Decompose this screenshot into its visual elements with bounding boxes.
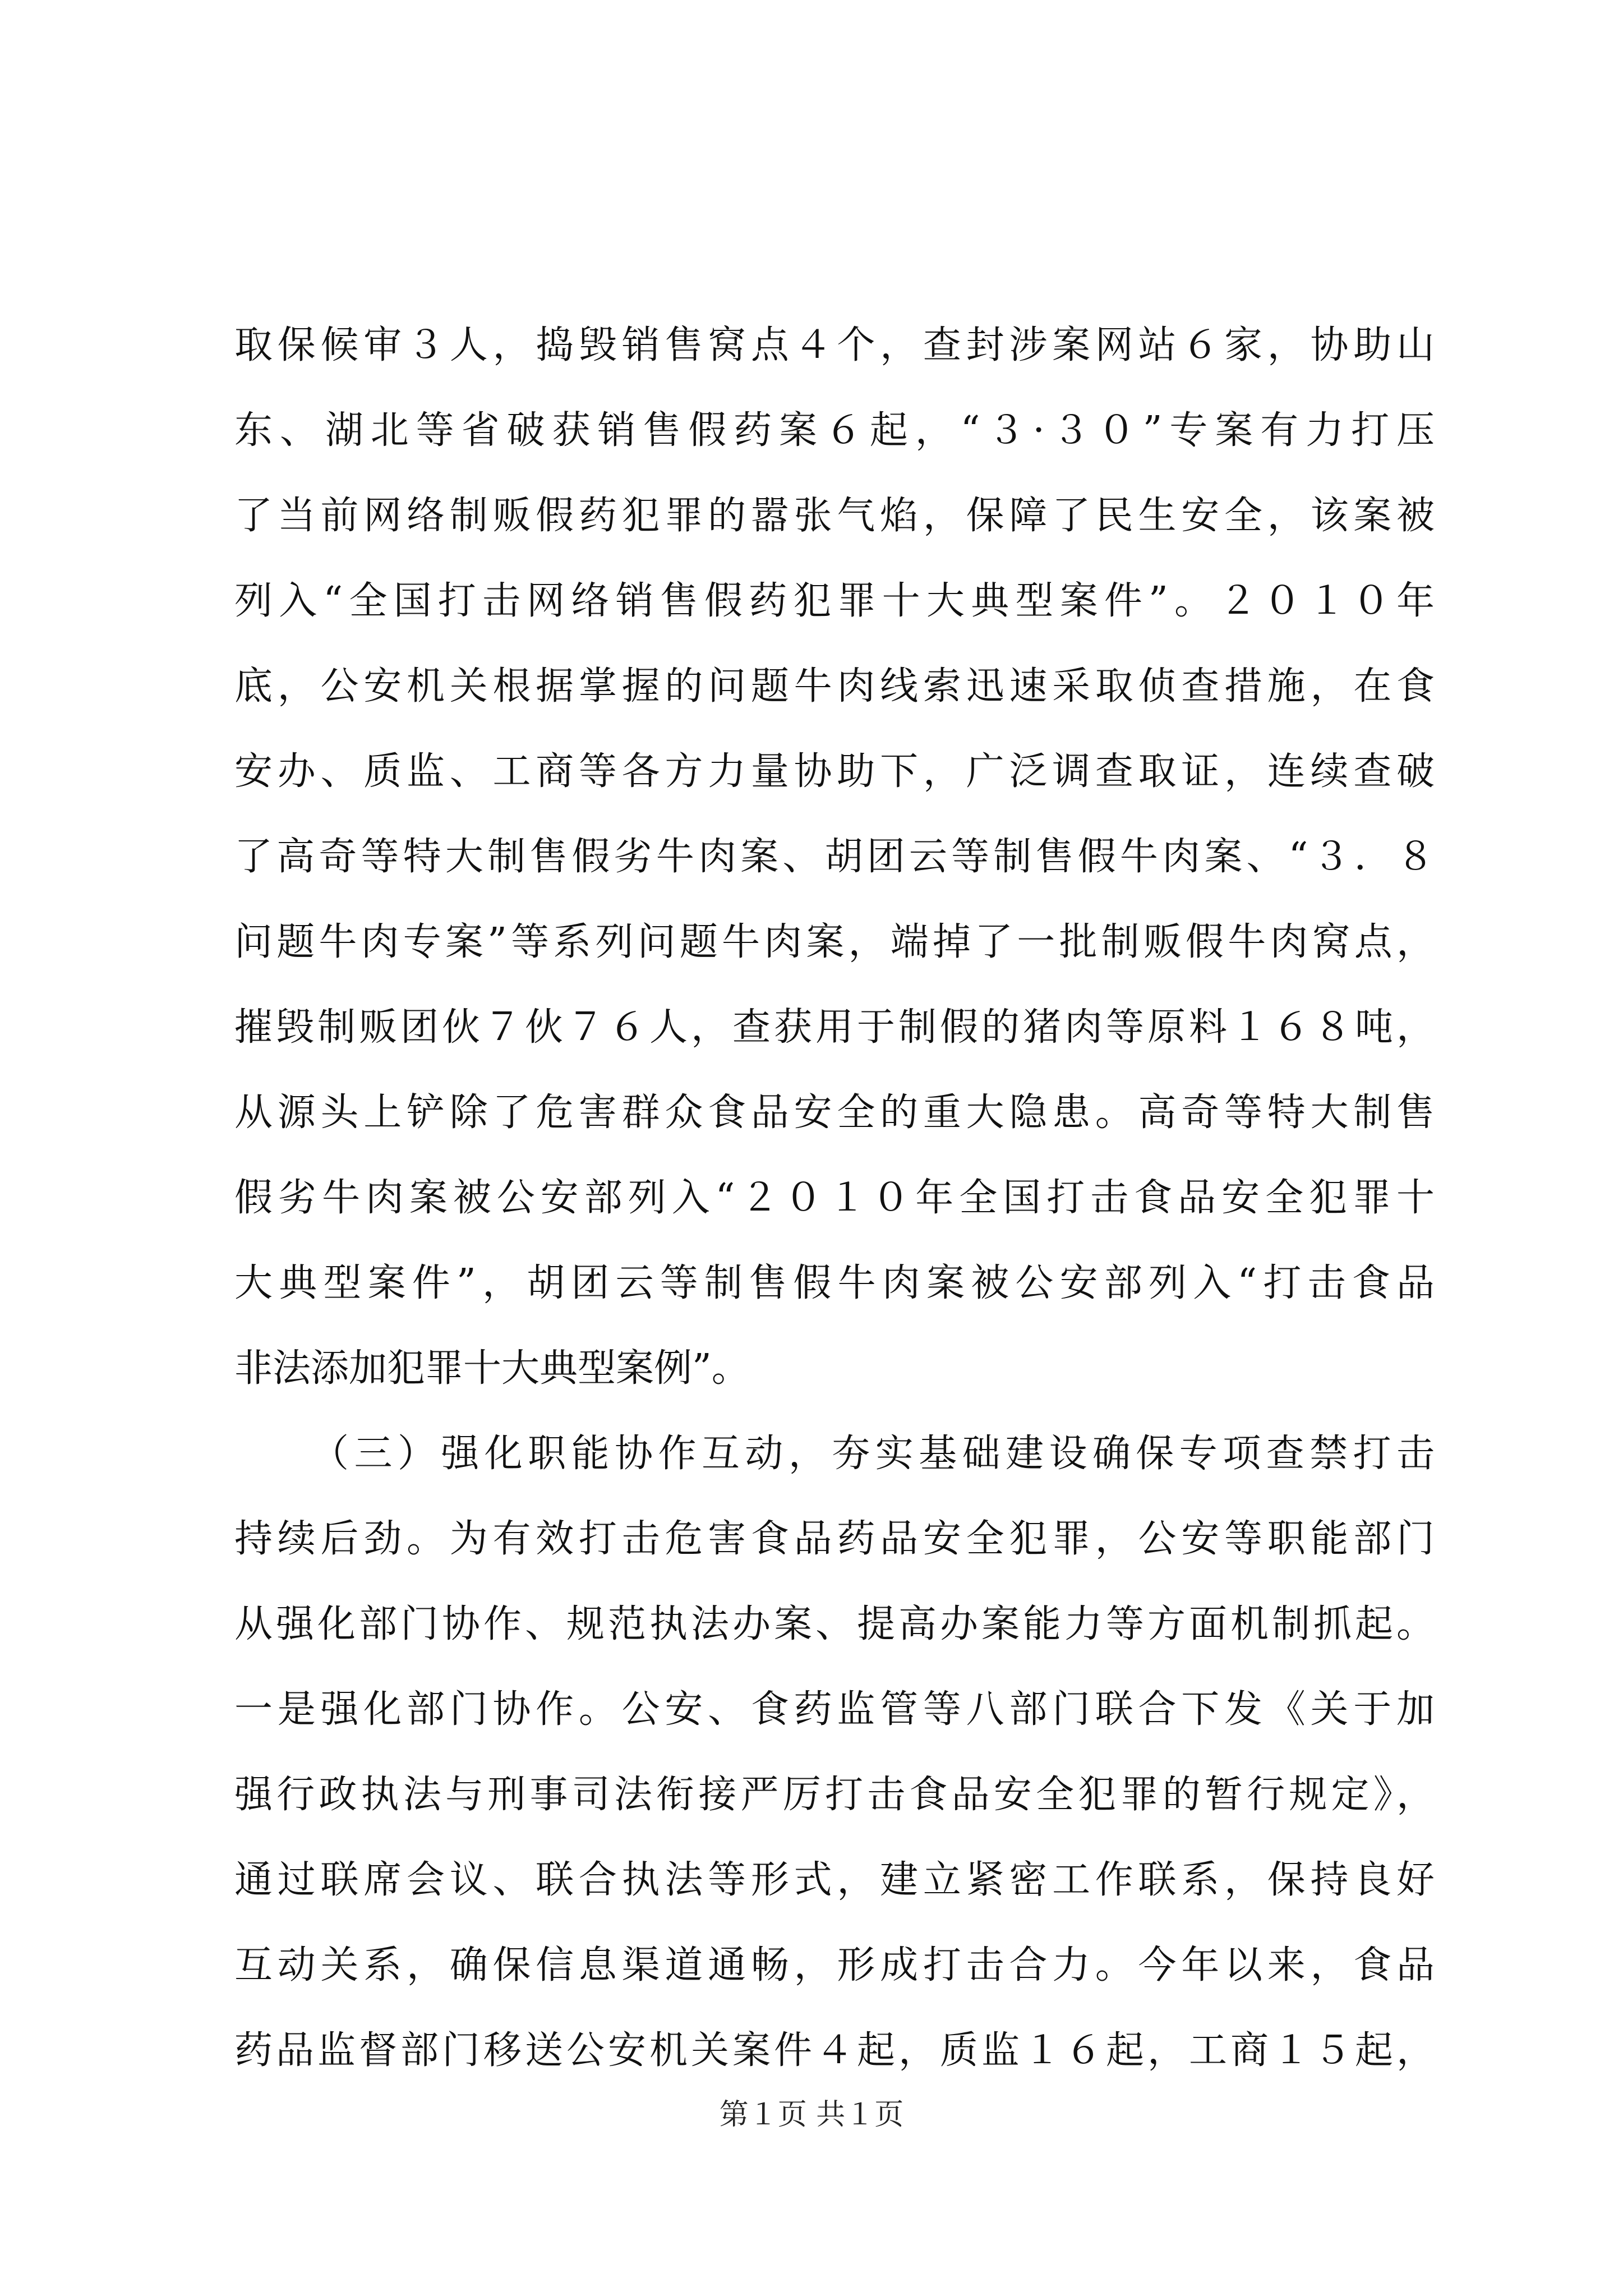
page-number-label: 第１页 共１页 bbox=[719, 2098, 904, 2132]
text-line-5: 底，公安机关根据掌握的问题牛肉线索迅速采取侦查措施，在食 bbox=[234, 664, 1435, 708]
text-line-12: 大典型案件”，胡团云等制售假牛肉案被公安部列入“打击食品 bbox=[234, 1261, 1435, 1305]
text-line-6: 安办、质监、工商等各方力量协助下，广泛调查取证，连续查破 bbox=[234, 749, 1435, 794]
text-line-7: 了高奇等特大制售假劣牛肉案、胡团云等制售假牛肉案、“３．８ bbox=[234, 835, 1435, 879]
text-line-15: 持续后劲。为有效打击危害食品药品安全犯罪，公安等职能部门 bbox=[234, 1517, 1435, 1561]
text-line-19: 通过联席会议、联合执法等形式，建立紧密工作联系，保持良好 bbox=[234, 1858, 1435, 1902]
text-line-16: 从强化部门协作、规范执法办案、提高办案能力等方面机制抓起。 bbox=[234, 1602, 1435, 1646]
text-line-18: 强行政执法与刑事司法衔接严厉打击食品安全犯罪的暂行规定》， bbox=[234, 1773, 1435, 1817]
text-line-2: 东、湖北等省破获销售假药案６起，“３·３０”专案有力打压 bbox=[234, 408, 1435, 453]
text-line-4: 列入“全国打击网络销售假药犯罪十大典型案件”。２０１０年 bbox=[234, 579, 1435, 623]
page-footer bbox=[0, 2092, 1623, 2137]
text-line-10: 从源头上铲除了危害群众食品安全的重大隐患。高奇等特大制售 bbox=[234, 1091, 1435, 1135]
text-line-20: 互动关系，确保信息渠道通畅，形成打击合力。今年以来，食品 bbox=[234, 1943, 1435, 1987]
text-line-11: 假劣牛肉案被公安部列入“２０１０年全国打击食品安全犯罪十 bbox=[234, 1176, 1435, 1220]
text-line-1: 取保候审３人，捣毁销售窝点４个，查封涉案网站６家，协助山 bbox=[234, 323, 1435, 367]
text-line-9: 摧毁制贩团伙７伙７６人，查获用于制假的猪肉等原料１６８吨， bbox=[234, 1005, 1435, 1050]
document-body bbox=[234, 303, 1435, 2093]
text-line-3: 了当前网络制贩假药犯罪的嚣张气焰，保障了民生安全，该案被 bbox=[234, 494, 1435, 538]
text-line-21: 药品监督部门移送公安机关案件４起，质监１６起，工商１５起， bbox=[234, 2028, 1435, 2073]
text-line-17: 一是强化部门协作。公安、食药监管等八部门联合下发《关于加 bbox=[234, 1687, 1435, 1732]
text-line-8: 问题牛肉专案”等系列问题牛肉案，端掉了一批制贩假牛肉窝点， bbox=[234, 920, 1435, 964]
text-line-13: 非法添加犯罪十大典型案例”。 bbox=[234, 1346, 750, 1391]
paragraph-heading-line: （三）强化职能协作互动，夯实基础建设确保专项查禁打击 bbox=[311, 1432, 1435, 1476]
